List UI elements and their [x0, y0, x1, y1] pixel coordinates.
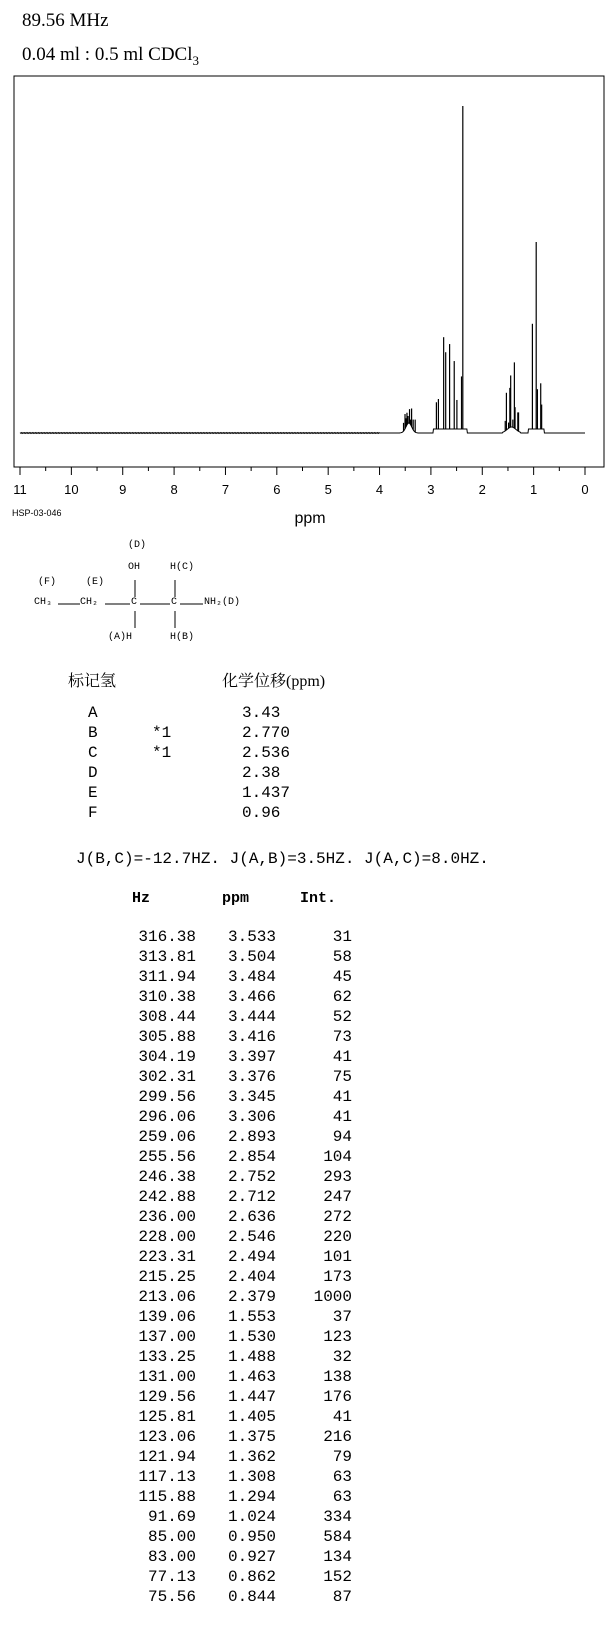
label-e: (E) — [86, 577, 105, 588]
label-oh: OH — [128, 562, 141, 573]
peak-hz: 139.06 — [138, 1308, 196, 1326]
peak-int: 220 — [323, 1228, 352, 1246]
peak-hz: 316.38 — [138, 928, 196, 946]
peak-int: 63 — [332, 1468, 352, 1486]
peak-int: 334 — [323, 1508, 352, 1526]
assignment-label: D — [88, 764, 98, 782]
assignment-shift: 2.38 — [242, 764, 281, 782]
peak-int: 101 — [323, 1248, 352, 1266]
peak-int: 31 — [332, 928, 352, 946]
peak-int: 62 — [332, 988, 352, 1006]
peak-hz: 228.00 — [138, 1228, 196, 1246]
peak-ppm: 0.927 — [227, 1548, 276, 1566]
peak-ppm: 2.752 — [227, 1168, 276, 1186]
peak-ppm: 2.636 — [227, 1208, 276, 1226]
x-tick-label: 11 — [13, 482, 27, 497]
peak-ppm: 1.463 — [227, 1368, 276, 1386]
peak-ppm: 3.345 — [227, 1088, 276, 1106]
peak-ppm: 1.447 — [227, 1388, 276, 1406]
assignment-shift: 3.43 — [242, 704, 281, 722]
x-tick-label: 4 — [375, 482, 384, 497]
x-tick-label: 10 — [64, 482, 79, 497]
peak-ppm: 1.375 — [227, 1428, 276, 1446]
peak-int: 1000 — [313, 1288, 352, 1306]
assignment-label: B — [88, 724, 98, 742]
label-h-b: H(B) — [170, 632, 195, 643]
x-tick-label: 0 — [581, 482, 589, 497]
peak-ppm: 3.306 — [227, 1108, 276, 1126]
coupling-constants: J(B,C)=-12.7HZ. J(A,B)=3.5HZ. J(A,C)=8.0HZ. — [76, 850, 489, 868]
peak-int: 75 — [332, 1068, 352, 1086]
peak-hz: 215.25 — [138, 1268, 196, 1286]
peak-header-ppm: ppm — [222, 890, 250, 907]
label-d-top: (D) — [128, 540, 147, 551]
label-h-c: H(C) — [170, 562, 195, 573]
peak-hz: 85.00 — [147, 1528, 196, 1546]
peak-hz: 308.44 — [138, 1008, 196, 1026]
x-axis-tick-labels — [13, 482, 588, 497]
peak-ppm: 2.893 — [227, 1128, 276, 1146]
assignment-shift: 2.770 — [242, 724, 291, 742]
peak-ppm: 0.844 — [227, 1588, 276, 1606]
peak-ppm: 3.504 — [227, 948, 276, 966]
assignment-label: A — [88, 704, 98, 722]
peak-int: 584 — [323, 1528, 352, 1546]
peak-ppm: 1.024 — [227, 1508, 276, 1526]
peak-hz: 213.06 — [138, 1288, 196, 1306]
peak-ppm: 3.444 — [227, 1008, 276, 1026]
assignment-label: E — [88, 784, 98, 802]
peak-int: 176 — [323, 1388, 352, 1406]
peak-ppm: 3.416 — [227, 1028, 276, 1046]
peak-int: 63 — [332, 1488, 352, 1506]
peak-hz: 83.00 — [147, 1548, 196, 1566]
peak-hz: 255.56 — [138, 1148, 196, 1166]
peak-ppm: 3.484 — [227, 968, 276, 986]
nmr-spectrum-chart — [0, 0, 615, 560]
peak-int: 41 — [332, 1108, 352, 1126]
peak-ppm: 3.533 — [227, 928, 276, 946]
peak-hz: 121.94 — [138, 1448, 196, 1466]
peak-int: 247 — [323, 1188, 352, 1206]
peak-ppm: 1.530 — [227, 1328, 276, 1346]
peak-hz: 242.88 — [138, 1188, 196, 1206]
peak-hz: 115.88 — [138, 1488, 196, 1506]
peak-int: 52 — [332, 1008, 352, 1026]
label-a-h: (A)H — [108, 632, 133, 643]
peak-int: 293 — [323, 1168, 352, 1186]
spectrum-code: HSP-03-046 — [12, 508, 62, 518]
peak-ppm: 1.553 — [227, 1308, 276, 1326]
peak-hz: 311.94 — [138, 968, 196, 986]
peak-hz: 75.56 — [147, 1588, 196, 1606]
x-tick-label: 8 — [170, 482, 178, 497]
peak-int: 138 — [323, 1368, 352, 1386]
peak-hz: 305.88 — [138, 1028, 196, 1046]
assignment-label: C — [88, 744, 98, 762]
peak-int: 41 — [332, 1088, 352, 1106]
peak-int: 41 — [332, 1408, 352, 1426]
x-axis-ticks — [20, 467, 585, 475]
peak-hz: 77.13 — [147, 1568, 196, 1586]
peak-hz: 313.81 — [138, 948, 196, 966]
peak-int: 94 — [332, 1128, 352, 1146]
label-ch3: CH₃ — [34, 597, 53, 608]
peak-int: 123 — [323, 1328, 352, 1346]
peak-ppm: 1.308 — [227, 1468, 276, 1486]
peak-ppm: 3.376 — [227, 1068, 276, 1086]
x-tick-label: 5 — [324, 482, 332, 497]
peak-int: 216 — [323, 1428, 352, 1446]
peak-hz: 117.13 — [138, 1468, 196, 1486]
peak-int: 104 — [323, 1148, 352, 1166]
peak-hz: 125.81 — [138, 1408, 196, 1426]
assignment-shift: 0.96 — [242, 804, 281, 822]
peak-hz: 223.31 — [138, 1248, 196, 1266]
peak-ppm: 1.405 — [227, 1408, 276, 1426]
assignment-label: F — [88, 804, 98, 822]
x-tick-label: 1 — [530, 482, 538, 497]
x-tick-label: 3 — [427, 482, 435, 497]
x-tick-label: 9 — [119, 482, 127, 497]
peak-hz: 236.00 — [138, 1208, 196, 1226]
peak-int: 37 — [332, 1308, 352, 1326]
peak-hz: 296.06 — [138, 1108, 196, 1126]
assignment-note: *1 — [152, 724, 172, 742]
peak-int: 45 — [332, 968, 352, 986]
peak-int: 134 — [323, 1548, 352, 1566]
peak-hz: 131.00 — [138, 1368, 196, 1386]
peak-ppm: 2.494 — [227, 1248, 276, 1266]
peak-int: 58 — [332, 948, 352, 966]
concentration-subscript: 3 — [192, 52, 199, 68]
peak-hz: 299.56 — [138, 1088, 196, 1106]
x-tick-label: 2 — [478, 482, 486, 497]
x-axis-label: ppm — [294, 510, 326, 527]
assignment-header-shift: 化学位移(ppm) — [222, 673, 326, 690]
x-tick-label: 7 — [221, 482, 230, 497]
label-ch2: CH₂ — [80, 597, 99, 608]
peak-int: 272 — [323, 1208, 352, 1226]
peak-ppm: 1.294 — [227, 1488, 276, 1506]
peak-hz: 129.56 — [138, 1388, 196, 1406]
peak-ppm: 2.546 — [227, 1228, 276, 1246]
label-c2: C — [171, 597, 178, 608]
spectrum-baseline — [20, 423, 585, 433]
assignment-shift: 2.536 — [242, 744, 291, 762]
peak-int: 152 — [323, 1568, 352, 1586]
peak-int: 79 — [332, 1448, 352, 1466]
peak-ppm: 1.488 — [227, 1348, 276, 1366]
peak-int: 41 — [332, 1048, 352, 1066]
peak-hz: 246.38 — [138, 1168, 196, 1186]
peak-ppm: 2.404 — [227, 1268, 276, 1286]
concentration-text: 0.04 ml : 0.5 ml CDCl — [22, 44, 193, 65]
molecule-bonds — [0, 535, 300, 655]
spectrum-peaks — [404, 106, 542, 432]
peak-int: 173 — [323, 1268, 352, 1286]
label-c1: C — [131, 597, 138, 608]
peak-header-hz: Hz — [132, 890, 151, 907]
peak-int: 73 — [332, 1028, 352, 1046]
peak-ppm: 0.862 — [227, 1568, 276, 1586]
peak-hz: 310.38 — [138, 988, 196, 1006]
peak-hz: 302.31 — [138, 1068, 196, 1086]
peak-ppm: 2.854 — [227, 1148, 276, 1166]
peak-ppm: 3.466 — [227, 988, 276, 1006]
peak-hz: 123.06 — [138, 1428, 196, 1446]
label-f: (F) — [38, 577, 57, 588]
peak-hz: 137.00 — [138, 1328, 196, 1346]
peak-ppm: 0.950 — [227, 1528, 276, 1546]
assignment-shift: 1.437 — [242, 784, 291, 802]
assignment-header-label: 标记氢 — [68, 673, 117, 690]
peak-hz: 91.69 — [147, 1508, 196, 1526]
peak-ppm: 2.712 — [227, 1188, 276, 1206]
spectrometer-frequency: 89.56 MHz — [22, 10, 109, 31]
peak-header-int: Int. — [300, 890, 337, 907]
peak-hz: 259.06 — [138, 1128, 196, 1146]
peak-int: 87 — [332, 1588, 352, 1606]
peak-hz: 133.25 — [138, 1348, 196, 1366]
peak-ppm: 1.362 — [227, 1448, 276, 1466]
label-nh2-d: NH₂(D) — [204, 597, 241, 608]
peak-ppm: 3.397 — [227, 1048, 276, 1066]
x-tick-label: 6 — [273, 482, 281, 497]
peak-int: 32 — [332, 1348, 352, 1366]
assignment-note: *1 — [152, 744, 172, 762]
peak-ppm: 2.379 — [227, 1288, 276, 1306]
peak-hz: 304.19 — [138, 1048, 196, 1066]
